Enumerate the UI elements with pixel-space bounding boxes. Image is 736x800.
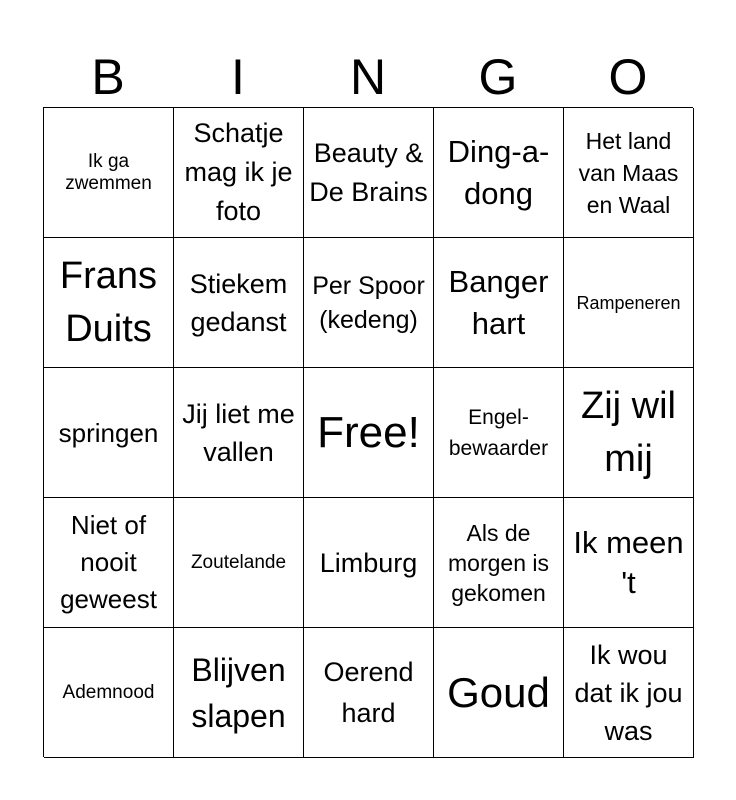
bingo-cell[interactable]: Blijven slapen xyxy=(174,628,304,758)
bingo-cell[interactable]: springen xyxy=(44,368,174,498)
bingo-cell[interactable]: Limburg xyxy=(304,498,434,628)
header-letter-n: N xyxy=(349,49,387,105)
bingo-cell[interactable]: Ik wou dat ik jou was xyxy=(564,628,694,758)
bingo-cell[interactable]: Frans Duits xyxy=(44,238,174,368)
bingo-cell[interactable]: Rampeneren xyxy=(564,238,694,368)
header-letter-b: B xyxy=(91,49,125,105)
bingo-cell[interactable]: Engel-bewaarder xyxy=(434,368,564,498)
bingo-cell[interactable]: Oerend hard xyxy=(304,628,434,758)
bingo-cell[interactable]: Het land van Maas en Waal xyxy=(564,108,694,238)
bingo-cell[interactable]: Goud xyxy=(434,628,564,758)
bingo-cell[interactable]: Banger hart xyxy=(434,238,564,368)
bingo-cell[interactable]: Ademnood xyxy=(44,628,174,758)
bingo-header xyxy=(43,48,693,106)
bingo-cell[interactable]: Ik meen 't xyxy=(564,498,694,628)
bingo-cell[interactable]: Als de morgen is gekomen xyxy=(434,498,564,628)
header-letter-i: I xyxy=(231,49,245,105)
bingo-cell[interactable]: Zoutelande xyxy=(174,498,304,628)
bingo-cell[interactable]: Schatje mag ik je foto xyxy=(174,108,304,238)
bingo-cell[interactable]: Per Spoor (kedeng) xyxy=(304,238,434,368)
bingo-cell[interactable]: Niet of nooit geweest xyxy=(44,498,174,628)
bingo-cell[interactable]: Beauty & De Brains xyxy=(304,108,434,238)
bingo-cell-free[interactable]: Free! xyxy=(304,368,434,498)
bingo-cell[interactable]: Ding-a-dong xyxy=(434,108,564,238)
header-letter-o: O xyxy=(608,49,648,105)
bingo-cell[interactable]: Stiekem gedanst xyxy=(174,238,304,368)
bingo-cell[interactable]: Jij liet me vallen xyxy=(174,368,304,498)
bingo-cell[interactable]: Ik ga zwemmen xyxy=(44,108,174,238)
bingo-cell[interactable]: Zij wil mij xyxy=(564,368,694,498)
bingo-grid xyxy=(43,107,693,757)
header-letter-g: G xyxy=(478,49,518,105)
